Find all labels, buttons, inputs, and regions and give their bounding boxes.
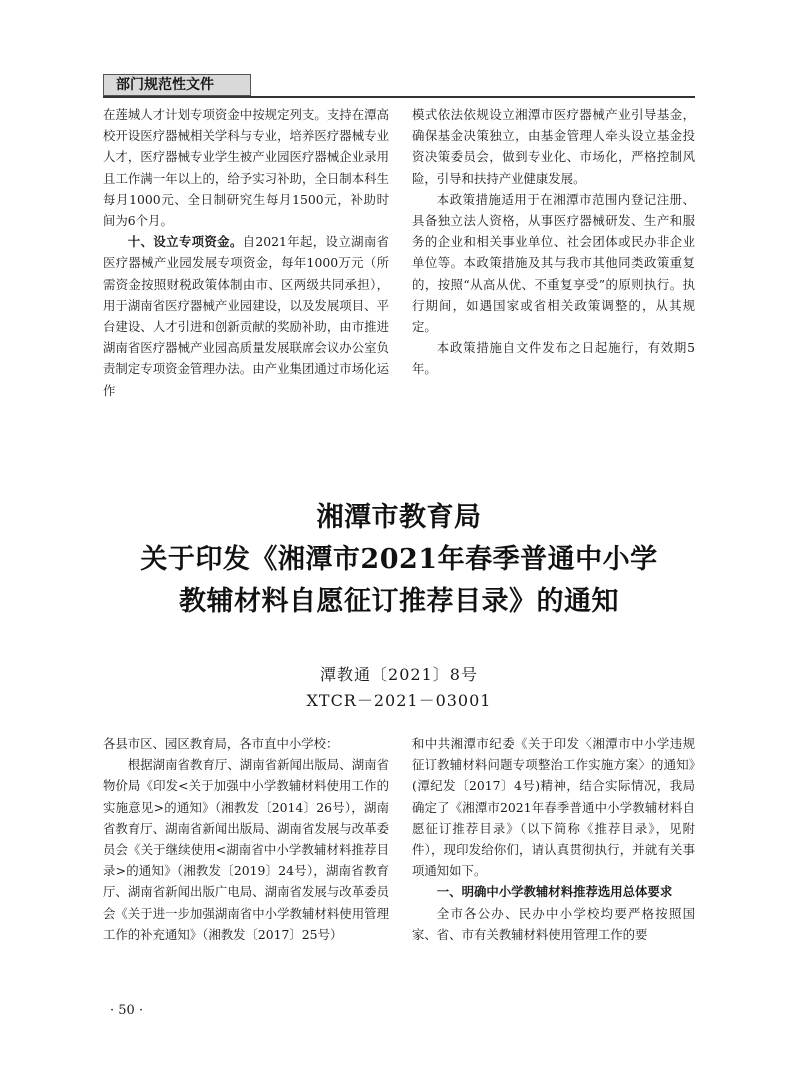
paragraph [103,231,389,401]
paragraph: 和中共湘潭市纪委《关于印发〈湘潭市中小学违规征订教辅材料问题专项整治工作实施方案〉的通知》(潭纪发〔2017〕4号)精神，结合实际情况，我局确定了《湘潭市2021年春季普通中小学教辅材料自愿征订推荐目录》（以下简称《推荐目录》，见附件），现印发给你们，请认真贯彻执行，并就有关事项通知如下。 [412,736,695,879]
title-line: 教辅材料自愿征订推荐目录》的通知 [179,586,619,617]
paragraph: 根据湖南省教育厅、湖南省新闻出版局、湖南省物价局《印发<关于加强中小学教辅材料使用工作的实施意见>的通知》（湘教发〔2014〕26号），湖南省教育厅、湖南省新闻出版局、湖南省发展与改革委员会《关于继续使用<湖南省中小学教辅材料推荐目录>的通知》（湘教发〔2019〕24号），湖南省教育厅、湖南省新闻出版广电局、湖南省发展与改革委员会《关于进一步加强湖南省中小学教辅材料使用管理工作的补充通知》（湘教发〔2017〕25号） [103,757,389,942]
document-number: 潭教通〔2021〕8号 [320,665,478,684]
top-right-column [412,104,695,380]
body-left-column [103,733,389,945]
paragraph-text: 自2021年起，设立湖南省医疗器械产业园发展专项资金，每年1000万元（所需资金按照财税政策体制由市、区两级共同承担），用于湖南省医疗器械产业园建设，以及发展项目、平台建设、人才引进和创新贡献的奖励补助，由市推进湖南省医疗器械产业园高质量发展联席会议办公室负责制定专项资金管理办法。由产业集团通过市场化运作 [103,234,389,398]
title-line: 关于印发《湘潭市2021年春季普通中小学 [140,544,658,575]
salutation: 各县市区、园区教育局，各市直中小学校： [103,736,339,751]
top-left-column [103,104,389,401]
page-number: · 50 · [110,1003,144,1018]
section-label: 部门规范性文件 [103,74,251,96]
document-code: XTCR－2021－03001 [306,691,492,710]
document-title [103,497,695,623]
section-heading: 一、明确中小学教辅材料推荐选用总体要求 [436,884,673,900]
title-line: 湘潭市教育局 [316,502,482,533]
header-divider [103,96,695,98]
paragraph: 模式依法依规设立湘潭市医疗器械产业引导基金，确保基金决策独立，由基金管理人牵头设立基金投资决策委员会，做到专业化、市场化，严格控制风险，引导和扶持产业健康发展。 [412,107,695,186]
body-right-column [412,733,695,945]
paragraph: 本政策措施自文件发布之日起施行，有效期5年。 [412,340,695,377]
document-number-block [103,662,695,714]
section-heading: 十、设立专项资金。 [127,234,243,250]
paragraph: 本政策措施适用于在湘潭市范围内登记注册、具备独立法人资格，从事医疗器械研发、生产和服务的企业和相关事业单位、社会团体或民办非企业单位等。本政策措施及其与我市其他同类政策重复的，按照“从高从优、不重复享受”的原则执行。执行期间，如遇国家或省相关政策调整的，从其规定。 [412,191,695,335]
paragraph: 在莲城人才计划专项资金中按规定列支。支持在潭高校开设医疗器械相关学科与专业，培养医疗器械专业人才，医疗器械专业学生被产业园医疗器械企业录用且工作满一年以上的，给予实习补助，全日制本科生每月1000元、全日制研究生每月1500元，补助时间为6个月。 [103,107,389,229]
paragraph: 全市各公办、民办中小学校均要严格按照国家、省、市有关教辅材料使用管理工作的要 [412,905,695,942]
